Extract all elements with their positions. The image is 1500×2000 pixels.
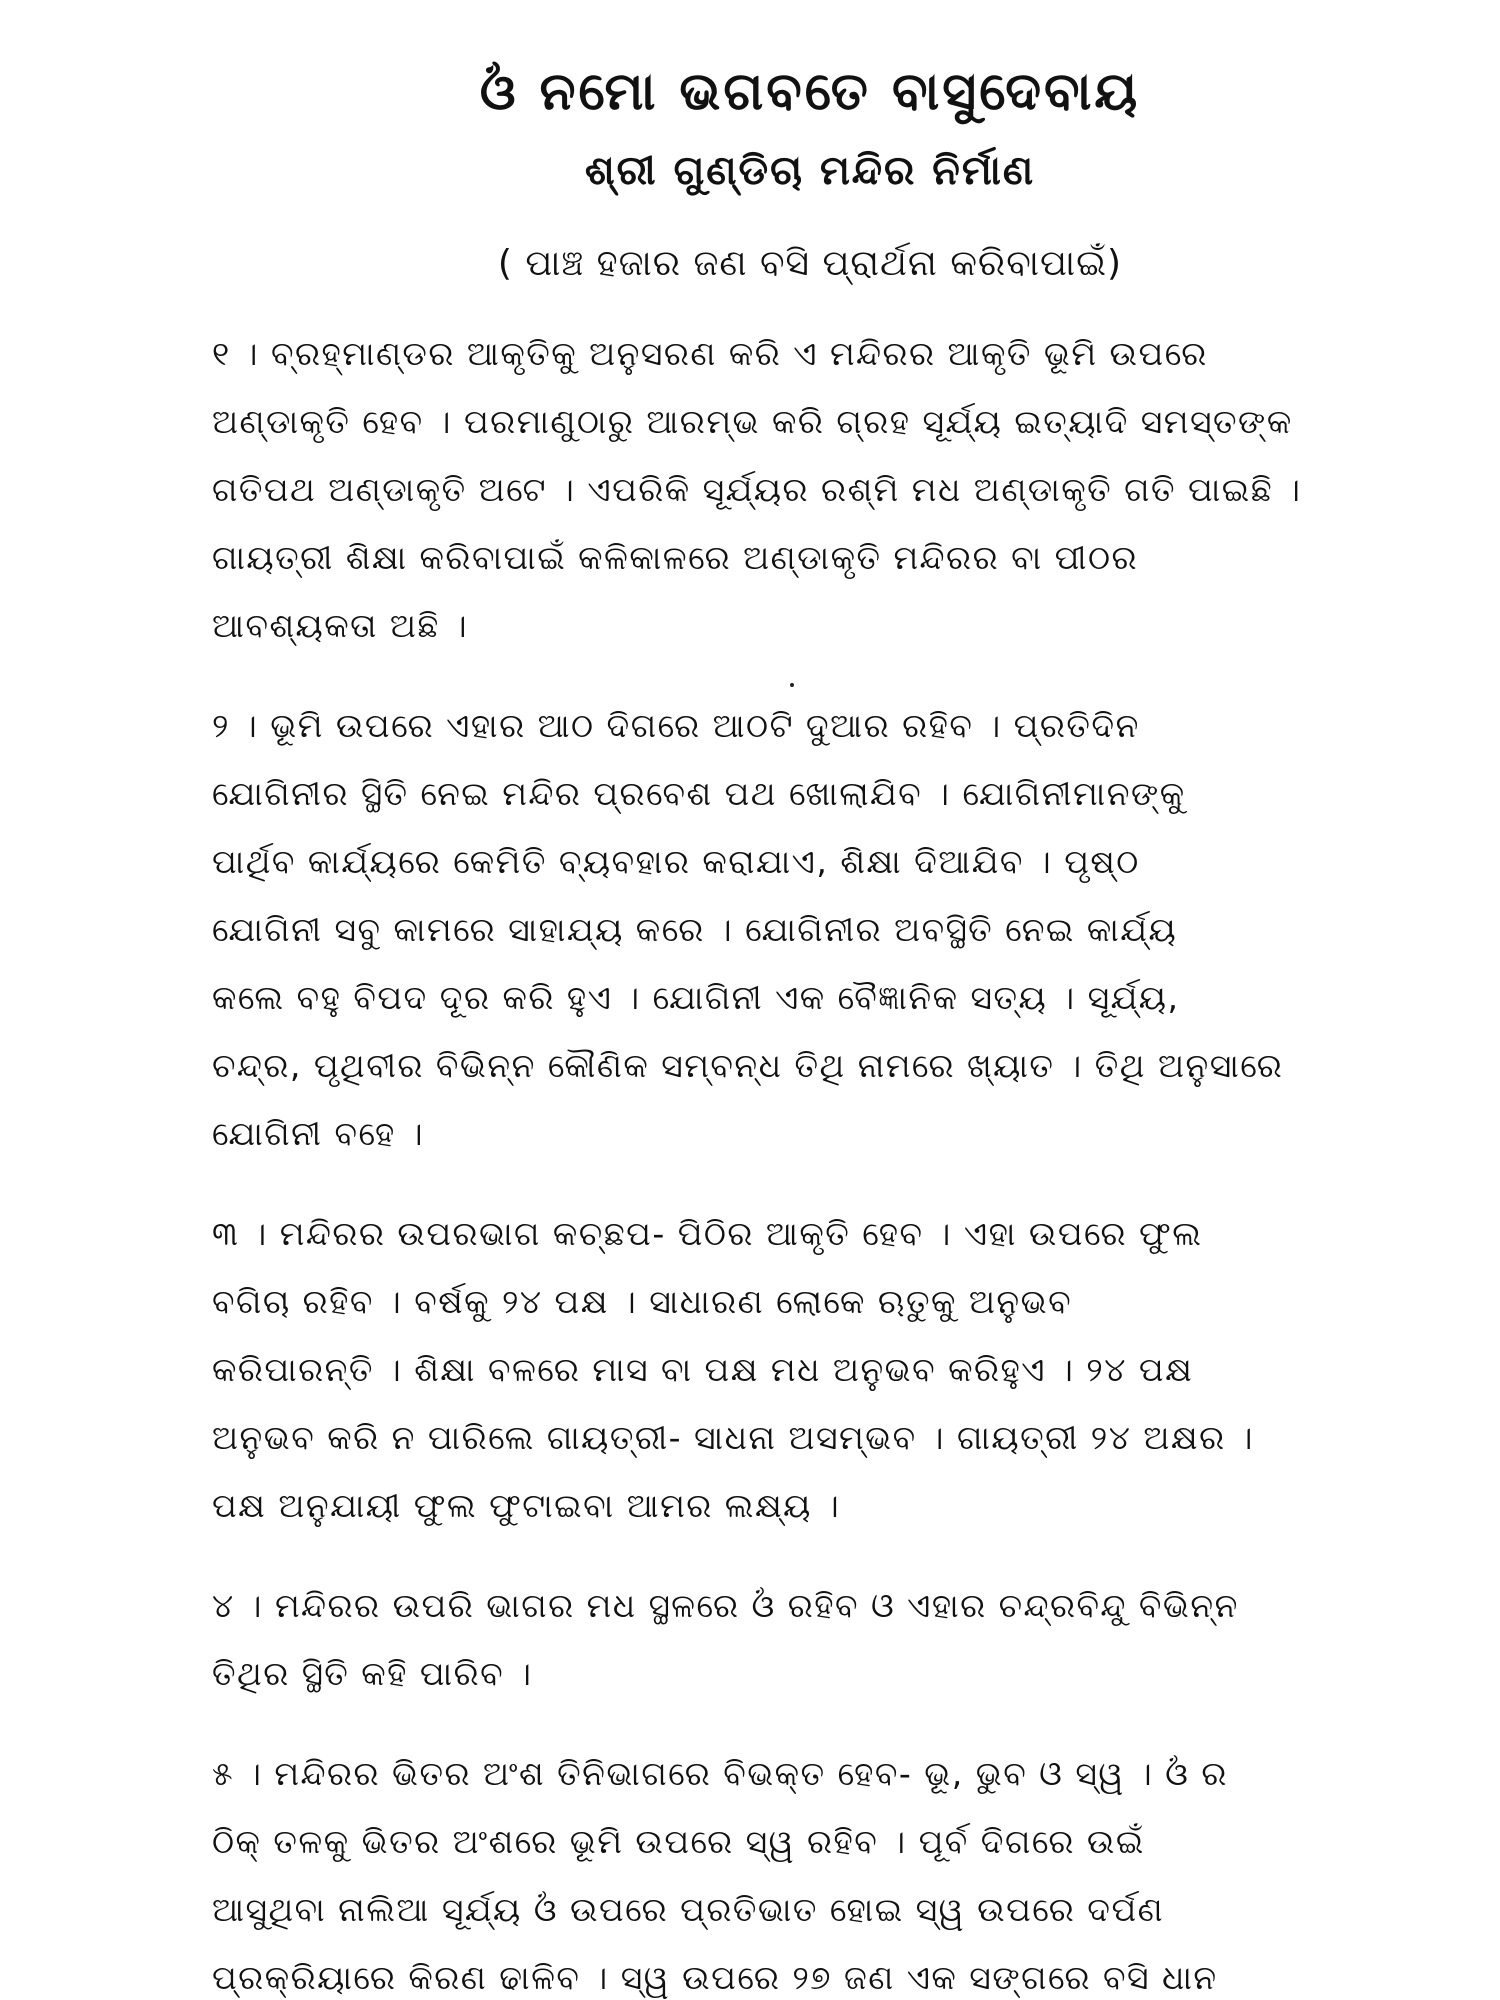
text-line: ଅନୁଭବ କରି ନ ପାରିଲେ ଗାୟତ୍ରୀ- ସାଧନା ଅସମ୍ଭବ । ଗାୟତ୍ରୀ ୨୪ ଅକ୍ଷର । xyxy=(212,1418,1254,1457)
page-title: ଶ୍ରୀ ଗୁଣ୍ଡିଚା ମନ୍ଦିର ନିର୍ମାଣ xyxy=(584,148,1036,194)
text-line: ତିଥିର ସ୍ଥିତି କହି ପାରିବ । xyxy=(212,1654,533,1693)
page-subtitle: ( ପାଞ୍ଚ ହଜାର ଜଣ ବସି ପ୍ରାର୍ଥନା କରିବାପାଇଁ) xyxy=(497,243,1123,284)
text-line: କଲେ ବହୁ ବିପଦ ଦୂର କରି ହୁଏ । ଯୋଗିନୀ ଏକ ବୈଜ୍ଞାନିକ ସତ୍ୟ । ସୂର୍ଯ୍ୟ, xyxy=(212,978,1180,1017)
text-line: ଗତିପଥ ଅଣ୍ଡାକୃତି ଅଟେ । ଏପରିକି ସୂର୍ଯ୍ୟର ରଶ୍ମି ମଧ ଅଣ୍ଡାକୃତି ଗତି ପାଇଛି । xyxy=(212,470,1302,509)
text-line: ପାର୍ଥିବ କାର୍ଯ୍ୟରେ କେମିତି ବ୍ୟବହାର କରାଯାଏ, ଶିକ୍ଷା ଦିଆଯିବ । ପୃଷ୍ଠ xyxy=(212,842,1140,881)
paragraph-3 xyxy=(212,1200,1302,1540)
text-line: ଆବଶ୍ୟକତା ଅଛି । xyxy=(212,606,469,645)
text-line: ଆସୁଥିବା ନାଲିଆ ସୂର୍ଯ୍ୟ ଓଁ ଉପରେ ପ୍ରତିଭାତ ହୋଇ ସ୍ୱ ଉପରେ ଦର୍ପଣ xyxy=(212,1890,1165,1929)
text-line: ୫ । ମନ୍ଦିରର ଭିତର ଅଂଶ ତିନିଭାଗରେ ବିଭକ୍ତ ହେବ- ଭୂ, ଭୁବ ଓ ସ୍ୱ । ଓଁ ର xyxy=(212,1754,1228,1793)
text-line: କରିପାରନ୍ତି । ଶିକ୍ଷା ବଳରେ ମାସ ବା ପକ୍ଷ ମଧ ଅନୁଭବ କରିହୁଏ । ୨୪ ପକ୍ଷ xyxy=(212,1350,1194,1389)
text-line: ଗାୟତ୍ରୀ ଶିକ୍ଷା କରିବାପାଇଁ କଳିକାଳରେ ଅଣ୍ଡାକୃତି ମନ୍ଦିରର ବା ପୀଠର xyxy=(212,538,1138,577)
ink-speck xyxy=(790,683,794,687)
paragraph-4 xyxy=(212,1572,1302,1708)
text-line: ଯୋଗିନୀ ବହେ । xyxy=(212,1114,425,1153)
text-line: ଅଣ୍ଡାକୃତି ହେବ । ପରମାଣୁଠାରୁ ଆରମ୍ଭ କରି ଗ୍ରହ ସୂର୍ଯ୍ୟ ଇତ୍ୟାଦି ସମସ୍ତଙ୍କ xyxy=(212,402,1293,441)
text-line: ଚନ୍ଦ୍ର, ପୃଥିବୀର ବିଭିନ୍ନ କୌଣିକ ସମ୍ବନ୍ଧ ତିଥି ନାମରେ ଖ୍ୟାତ । ତିଥି ଅନୁସାରେ xyxy=(212,1046,1284,1085)
document-body xyxy=(212,320,1302,2000)
text-line: ୨ । ଭୂମି ଉପରେ ଏହାର ଆଠ ଦିଗରେ ଆଠଟି ଦୁଆର ରହିବ । ପ୍ରତିଦିନ xyxy=(212,706,1140,745)
text-line: ଠିକ୍ ତଳକୁ ଭିତର ଅଂଶରେ ଭୂମି ଉପରେ ସ୍ୱ ରହିବ । ପୂର୍ବ ଦିଗରେ ଉଇଁ xyxy=(212,1822,1145,1861)
text-line: ଯୋଗିନୀ ସବୁ କାମରେ ସାହାଯ୍ୟ କରେ । ଯୋଗିନୀର ଅବସ୍ଥିତି ନେଇ କାର୍ଯ୍ୟ xyxy=(212,910,1178,949)
text-line: ୧ । ବ୍ରହ୍ମାଣ୍ଡର ଆକୃତିକୁ ଅନୁସରଣ କରି ଏ ମନ୍ଦିରର ଆକୃତି ଭୂମି ଉପରେ xyxy=(212,334,1208,373)
paragraph-5 xyxy=(212,1740,1302,2000)
paragraph-2 xyxy=(212,692,1302,1168)
text-line: ବଗିଚା ରହିବ । ବର୍ଷକୁ ୨୪ ପକ୍ଷ । ସାଧାରଣ ଲୋକେ ଋତୁକୁ ଅନୁଭବ xyxy=(212,1282,1073,1321)
text-line: ପକ୍ଷ ଅନୁଯାୟୀ ଫୁଲ ଫୁଟାଇବା ଆମର ଲକ୍ଷ୍ୟ । xyxy=(212,1486,841,1525)
text-line: ପ୍ରକ୍ରିୟାରେ କିରଣ ଢାଳିବ । ସ୍ୱ ଉପରେ ୨୭ ଜଣ ଏକ ସଙ୍ଗରେ ବସି ଧାନ xyxy=(212,1958,1218,1997)
text-line: ୪ । ମନ୍ଦିରର ଉପରି ଭାଗର ମଧ ସ୍ଥଳରେ ଓଁ ରହିବ ଓ ଏହାର ଚନ୍ଦ୍ରବିନ୍ଦୁ ବିଭିନ୍ନ xyxy=(212,1586,1239,1625)
text-line: ୩ । ମନ୍ଦିରର ଉପରଭାଗ କଚ୍ଛପ- ପିଠିର ଆକୃତି ହେବ । ଏହା ଉପରେ ଫୁଲ xyxy=(212,1214,1203,1253)
text-line: ଯୋଗିନୀର ସ୍ଥିତି ନେଇ ମନ୍ଦିର ପ୍ରବେଶ ପଥ ଖୋଲାଯିବ । ଯୋଗିନୀମାନଙ୍କୁ xyxy=(212,774,1186,813)
invocation-heading: ଓଁ ନମୋ ଭଗବତେ ବାସୁଦେବାୟ xyxy=(479,62,1141,122)
paragraph-1 xyxy=(212,320,1302,660)
